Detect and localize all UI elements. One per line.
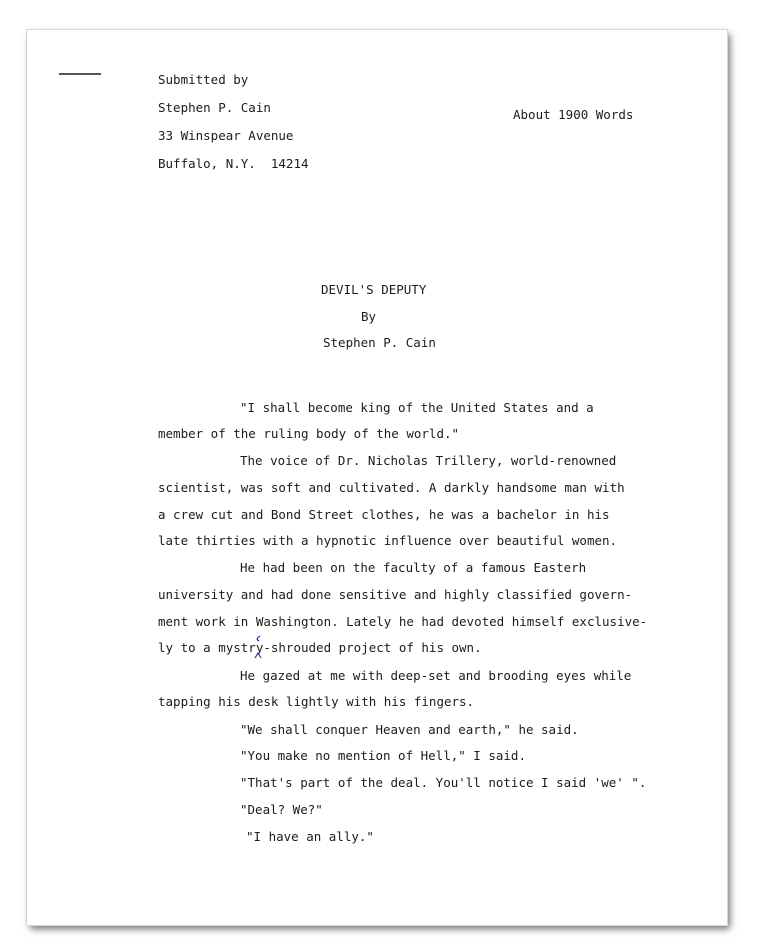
body-line: He had been on the faculty of a famous Easterh xyxy=(240,560,587,575)
body-line: a crew cut and Bond Street clothes, he was a bachelor in his xyxy=(158,507,610,522)
body-line: "I shall become king of the United States and a xyxy=(240,400,594,415)
handwritten-correction-mark xyxy=(252,634,264,660)
body-line: late thirties with a hypnotic influence over beautiful women. xyxy=(158,533,618,548)
body-line: ly to a mystry-shrouded project of his own. xyxy=(158,640,482,655)
byline-author: Stephen P. Cain xyxy=(323,335,436,350)
byline-by: By xyxy=(361,309,377,324)
body-line: "I have an ally." xyxy=(246,829,374,844)
city-address: Buffalo, N.Y. 14214 xyxy=(158,156,309,171)
body-line: tapping his desk lightly with his fingers. xyxy=(158,694,475,709)
body-line: "Deal? We?" xyxy=(240,802,323,817)
body-line: "You make no mention of Hell," I said. xyxy=(240,748,526,763)
body-line: The voice of Dr. Nicholas Trillery, world-renowned xyxy=(240,453,617,468)
street-address: 33 Winspear Avenue xyxy=(158,128,294,143)
typed-manuscript-page xyxy=(27,30,727,925)
body-line: "We shall conquer Heaven and earth," he said. xyxy=(240,722,579,737)
body-line: university and had done sensitive and highly classified govern- xyxy=(158,587,633,602)
word-count: About 1900 Words xyxy=(513,107,634,122)
submitted-by-label: Submitted by xyxy=(158,72,249,87)
body-line: ment work in Washington. Lately he had devoted himself exclusive- xyxy=(158,614,648,629)
margin-mark xyxy=(59,73,101,75)
body-line: member of the ruling body of the world." xyxy=(158,426,460,441)
story-title: DEVIL'S DEPUTY xyxy=(321,282,427,297)
body-line: "That's part of the deal. You'll notice I said 'we' ". xyxy=(240,775,647,790)
body-line: He gazed at me with deep-set and brooding eyes while xyxy=(240,668,632,683)
body-line: scientist, was soft and cultivated. A darkly handsome man with xyxy=(158,480,625,495)
author-name: Stephen P. Cain xyxy=(158,100,271,115)
